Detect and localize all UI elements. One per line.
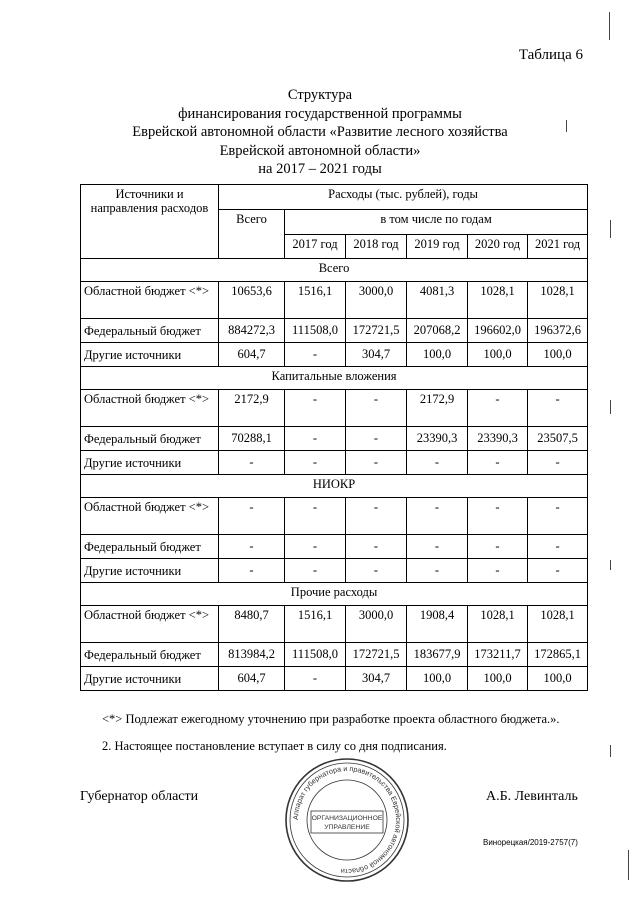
cell-year-value: 100,0 <box>468 343 528 367</box>
cell-year-value: - <box>346 559 407 583</box>
cell-year-value: - <box>528 498 588 535</box>
header-year: 2020 год <box>468 235 528 259</box>
cell-year-value: 1908,4 <box>407 606 468 643</box>
cell-year-value: 304,7 <box>346 667 407 691</box>
footnote-text: <*> Подлежат ежегодному уточнению при разработке проекта областного бюджета.». <box>102 712 560 726</box>
table-number: Таблица 6 <box>518 47 583 63</box>
header-expenses: Расходы (тыс. рублей), годы <box>219 185 588 210</box>
cell-year-value: 23507,5 <box>528 427 588 451</box>
cell-year-value: - <box>528 535 588 559</box>
cell-year-value: 2172,9 <box>407 390 468 427</box>
row-label: Федеральный бюджет <box>81 319 219 343</box>
title-line: финансирования государственной программы <box>178 105 462 122</box>
cell-total: 604,7 <box>219 343 285 367</box>
header-by-years: в том числе по годам <box>285 210 588 235</box>
header-source: Источники и направления расходов <box>81 185 219 259</box>
row-label: Областной бюджет <*> <box>81 606 219 643</box>
cell-year-value: - <box>468 535 528 559</box>
cell-year-value: - <box>285 343 346 367</box>
financing-table <box>80 184 588 691</box>
row-label: Федеральный бюджет <box>81 427 219 451</box>
row-label: Областной бюджет <*> <box>81 282 219 319</box>
cell-year-value: - <box>285 390 346 427</box>
signature-name: А.Б. Левинталь <box>486 789 578 804</box>
cell-year-value: 1516,1 <box>285 606 346 643</box>
table-row <box>81 319 588 343</box>
clause-effective: 2. Настоящее постановление вступает в силу со дня подписания. <box>102 739 447 753</box>
table-row <box>81 643 588 667</box>
cell-year-value: 3000,0 <box>346 606 407 643</box>
cell-year-value: - <box>285 427 346 451</box>
section-title: Капитальные вложения <box>81 367 588 390</box>
document-code: Винорецкая/2019-2757(7) <box>483 838 578 847</box>
cell-total: 10653,6 <box>219 282 285 319</box>
header-year: 2018 год <box>346 235 407 259</box>
cell-total: - <box>219 498 285 535</box>
cell-year-value: 173211,7 <box>468 643 528 667</box>
cell-year-value: - <box>407 498 468 535</box>
row-label: Федеральный бюджет <box>81 643 219 667</box>
cell-year-value: - <box>285 667 346 691</box>
footnote <box>80 711 587 727</box>
cell-year-value: - <box>285 559 346 583</box>
cell-total: 70288,1 <box>219 427 285 451</box>
cell-total: - <box>219 559 285 583</box>
seal-center-text: УПРАВЛЕНИЕ <box>324 824 370 831</box>
section-row <box>81 583 588 606</box>
seal-ring-text: Аппарат губернатора и правительства Еврейской автономной области <box>290 763 404 877</box>
cell-year-value: - <box>285 451 346 475</box>
cell-year-value: 1028,1 <box>528 282 588 319</box>
cell-year-value: 304,7 <box>346 343 407 367</box>
table-row <box>81 667 588 691</box>
header-total: Всего <box>219 210 285 259</box>
row-label: Областной бюджет <*> <box>81 498 219 535</box>
cell-year-value: - <box>468 451 528 475</box>
cell-year-value: 111508,0 <box>285 643 346 667</box>
cell-year-value: 100,0 <box>528 667 588 691</box>
document-title <box>0 86 640 179</box>
cell-year-value: 4081,3 <box>407 282 468 319</box>
cell-year-value: 207068,2 <box>407 319 468 343</box>
table-row <box>81 282 588 319</box>
section-title: Всего <box>81 259 588 282</box>
cell-year-value: 172865,1 <box>528 643 588 667</box>
cell-total: - <box>219 451 285 475</box>
cell-year-value: - <box>468 390 528 427</box>
cell-year-value: 172721,5 <box>346 643 407 667</box>
table-row <box>81 451 588 475</box>
scan-edge-mark <box>610 220 611 238</box>
cell-year-value: - <box>407 451 468 475</box>
cell-total: 2172,9 <box>219 390 285 427</box>
section-title: НИОКР <box>81 475 588 498</box>
scan-edge-mark <box>610 560 611 570</box>
cell-year-value: - <box>346 427 407 451</box>
table-row <box>81 535 588 559</box>
cell-year-value: - <box>346 390 407 427</box>
row-label: Другие источники <box>81 451 219 475</box>
cell-year-value: - <box>528 451 588 475</box>
scan-edge-mark <box>610 400 611 414</box>
table-row <box>81 498 588 535</box>
table-body <box>81 259 588 691</box>
cell-year-value: 3000,0 <box>346 282 407 319</box>
section-row <box>81 259 588 282</box>
cell-total: - <box>219 535 285 559</box>
cell-year-value: - <box>528 559 588 583</box>
cell-year-value: 172721,5 <box>346 319 407 343</box>
title-line: Еврейской автономной области «Развитие лесного хозяйства <box>132 124 508 140</box>
row-label: Федеральный бюджет <box>81 535 219 559</box>
table-row <box>81 343 588 367</box>
cell-year-value: 111508,0 <box>285 319 346 343</box>
table-row <box>81 606 588 643</box>
row-label: Областной бюджет <*> <box>81 390 219 427</box>
cell-year-value: 1028,1 <box>468 606 528 643</box>
cell-year-value: - <box>528 390 588 427</box>
scan-edge-mark <box>566 120 567 132</box>
cell-total: 8480,7 <box>219 606 285 643</box>
cell-year-value: - <box>468 559 528 583</box>
section-row <box>81 475 588 498</box>
cell-total: 884272,3 <box>219 319 285 343</box>
row-label: Другие источники <box>81 559 219 583</box>
cell-year-value: 23390,3 <box>407 427 468 451</box>
table-row <box>81 559 588 583</box>
cell-year-value: - <box>346 535 407 559</box>
title-line: Структура <box>287 87 353 103</box>
cell-year-value: 100,0 <box>468 667 528 691</box>
header-year: 2019 год <box>407 235 468 259</box>
cell-year-value: 100,0 <box>528 343 588 367</box>
section-row <box>81 367 588 390</box>
cell-year-value: 1516,1 <box>285 282 346 319</box>
cell-year-value: 196372,6 <box>528 319 588 343</box>
table-row <box>81 390 588 427</box>
scan-edge-mark <box>609 12 610 40</box>
cell-year-value: 100,0 <box>407 667 468 691</box>
table-row <box>81 427 588 451</box>
seal-center-text: ОРГАНИЗАЦИОННОЕ <box>311 815 383 822</box>
section-title: Прочие расходы <box>81 583 588 606</box>
row-label: Другие источники <box>81 667 219 691</box>
cell-year-value: - <box>407 559 468 583</box>
cell-year-value: - <box>407 535 468 559</box>
cell-year-value: 196602,0 <box>468 319 528 343</box>
cell-year-value: 1028,1 <box>528 606 588 643</box>
cell-year-value: - <box>285 535 346 559</box>
official-seal <box>283 756 411 884</box>
title-line: на 2017 – 2021 годы <box>258 161 382 177</box>
cell-total: 813984,2 <box>219 643 285 667</box>
header-year: 2021 год <box>528 235 588 259</box>
row-label: Другие источники <box>81 343 219 367</box>
cell-year-value: 23390,3 <box>468 427 528 451</box>
title-line: Еврейской автономной области» <box>219 142 421 159</box>
cell-year-value: - <box>468 498 528 535</box>
scan-edge-mark <box>628 850 629 880</box>
cell-year-value: 1028,1 <box>468 282 528 319</box>
cell-year-value: 100,0 <box>407 343 468 367</box>
cell-year-value: - <box>346 451 407 475</box>
cell-year-value: 183677,9 <box>407 643 468 667</box>
header-year: 2017 год <box>285 235 346 259</box>
cell-total: 604,7 <box>219 667 285 691</box>
scan-edge-mark <box>610 745 611 757</box>
cell-year-value: - <box>346 498 407 535</box>
cell-year-value: - <box>285 498 346 535</box>
signature-position: Губернатор области <box>80 789 199 804</box>
